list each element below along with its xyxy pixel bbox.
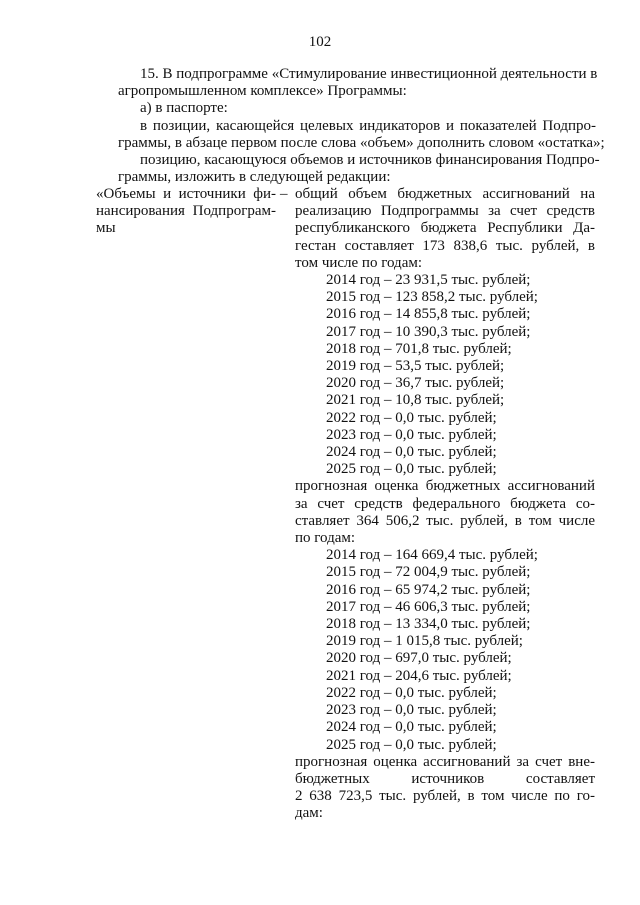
text-line: общий объем бюджетных ассигнований на (295, 186, 595, 202)
year-item: 2025 год – 0,0 тыс. рублей; (326, 461, 497, 478)
sub-a-paragraph (96, 100, 596, 117)
year-item: 2017 год – 46 606,3 тыс. рублей; (326, 598, 531, 615)
text-line: республиканского бюджета Республики Да- (295, 220, 595, 237)
year-item: 2016 год – 14 855,8 тыс. рублей; (326, 306, 531, 323)
extrabudgetary-section (295, 754, 595, 823)
year-item: 2022 год – 0,0 тыс. рублей; (326, 684, 497, 701)
text-line: прогнозная оценка ассигнований за счет вне- (295, 753, 595, 770)
year-item: 2022 год – 0,0 тыс. рублей; (326, 409, 497, 426)
year-item: 2020 год – 697,0 тыс. рублей; (326, 650, 512, 667)
position-indicators-paragraph (96, 117, 605, 152)
text-line: реализацию Подпрограммы за счет средств (295, 203, 595, 220)
text-line: гестан составляет 173 838,6 тыс. рублей, в (295, 237, 595, 254)
year-item: 2021 год – 10,8 тыс. рублей; (326, 392, 505, 409)
year-item: 2015 год – 123 858,2 тыс. рублей; (326, 289, 538, 306)
text-line: позицию, касающуюся объемов и источников финансирования Подпро- (140, 152, 600, 169)
year-item: 2017 год – 10 390,3 тыс. рублей; (326, 323, 531, 340)
year-item: 2015 год – 72 004,9 тыс. рублей; (326, 564, 531, 581)
dash-separator: – (280, 186, 288, 202)
passport-label (96, 186, 276, 238)
text-line: по годам: (295, 530, 356, 547)
item-15-paragraph (96, 66, 596, 100)
year-item: 2018 год – 701,8 тыс. рублей; (326, 340, 512, 357)
text-line: мы (96, 220, 116, 237)
intro-block (96, 66, 605, 186)
year-item: 2020 год – 36,7 тыс. рублей; (326, 375, 505, 392)
year-item: 2019 год – 53,5 тыс. рублей; (326, 358, 505, 375)
republic-budget-section (295, 186, 595, 478)
text-line: ставляет 364 506,2 тыс. рублей, в том числе (295, 512, 595, 529)
text-line: агропромышленном комплексе» Программы: (118, 83, 407, 100)
page-number: 102 (308, 34, 332, 50)
text-line: дам: (295, 805, 323, 822)
text-line: граммы, изложить в следующей редакции: (118, 169, 391, 186)
text-line: граммы, в абзаце первом после слова «объем» дополнить словом «остатка»; (118, 134, 605, 151)
year-item: 2023 год – 0,0 тыс. рублей; (326, 702, 497, 719)
federal-years-list (295, 547, 595, 753)
text-line: бюджетных источников составляет (295, 770, 595, 787)
text-line: в позиции, касающейся целевых индикаторов и показателей Подпро- (140, 117, 596, 134)
year-item: 2016 год – 65 974,2 тыс. рублей; (326, 581, 531, 598)
text-line: 2 638 723,5 тыс. рублей, в том числе по го- (295, 788, 595, 805)
text-line: том числе по годам: (295, 254, 423, 271)
year-item: 2024 год – 0,0 тыс. рублей; (326, 719, 497, 736)
year-item: 2019 год – 1 015,8 тыс. рублей; (326, 633, 523, 650)
year-item: 2014 год – 164 669,4 тыс. рублей; (326, 547, 538, 564)
text-line: нансирования Подпрограм- (96, 203, 276, 220)
year-item: 2014 год – 23 931,5 тыс. рублей; (326, 272, 531, 289)
position-financing-paragraph (96, 152, 600, 186)
text-line: 15. В подпрограмме «Стимулирование инвестиционной деятельности в (140, 66, 598, 82)
text-line: «Объемы и источники фи- (96, 186, 276, 202)
text-line: а) в паспорте: (140, 100, 228, 117)
year-item: 2018 год – 13 334,0 тыс. рублей; (326, 616, 531, 633)
year-item: 2024 год – 0,0 тыс. рублей; (326, 444, 497, 461)
text-line: за счет средств федерального бюджета со- (295, 495, 595, 512)
text-line: прогнозная оценка бюджетных ассигнований (295, 478, 595, 495)
passport-value (295, 186, 595, 823)
year-item: 2025 год – 0,0 тыс. рублей; (326, 736, 497, 753)
year-item: 2023 год – 0,0 тыс. рублей; (326, 426, 497, 443)
year-item: 2021 год – 204,6 тыс. рублей; (326, 667, 512, 684)
republic-years-list (295, 272, 595, 478)
federal-budget-section (295, 478, 595, 753)
